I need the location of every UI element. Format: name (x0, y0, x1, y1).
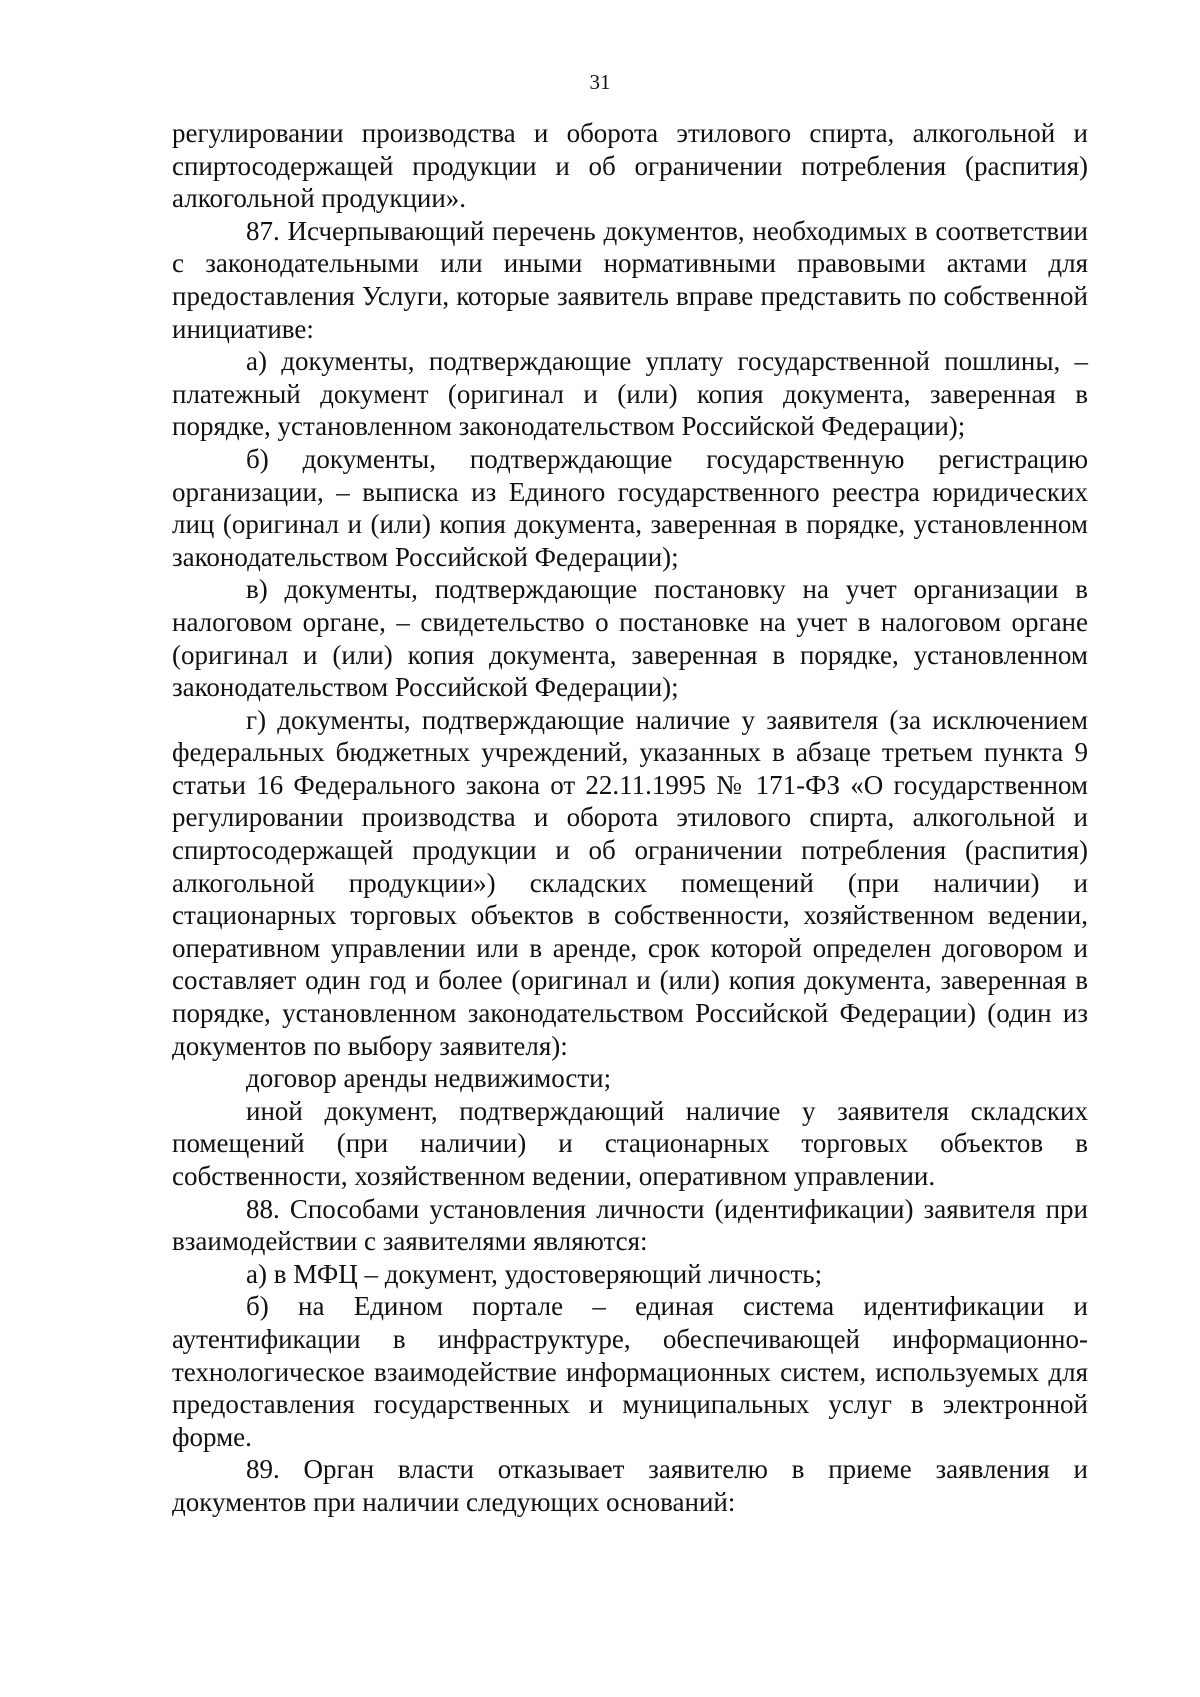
paragraph-other-document: иной документ, подтверждающий наличие у заявителя складских помещений (при наличии) и стационарных торговых объектов в собственности, хозяйственном ведении, оперативном управлении. (172, 1095, 1088, 1191)
paragraph-88: 88. Способами установления личности (идентификации) заявителя при взаимодействии с заявителями являются: (172, 1193, 1088, 1257)
paragraph-87-g: г) документы, подтверждающие наличие у заявителя (за исключением федеральных бюджетных учреждений, указанных в абзаце третьем пункта 9 статьи 16 Федерального закона от 22.11.1995 № 171-ФЗ «О государственном регулировании производства и оборота этилового спирта, алкогольной и спиртосодержащей продукции и об ограничении потребления (распития) алкогольной продукции») складских помещений (при наличии) и стационарных торговых объектов в собственности, хозяйственном ведении, оперативном управлении или в аренде, срок которой определен договором и составляет один год и более (оригинал и (или) копия документа, заверенная в порядке, установленном законодательством Российской Федерации) (один из документов по выбору заявителя): (172, 704, 1088, 1061)
paragraph-88-b: б) на Едином портале – единая система идентификации и аутентификации в инфраструктуре, обеспечивающей информационно-технологическое взаимодействие информационных систем, используемых для предоставления государственных и муниципальных услуг в электронной форме. (172, 1291, 1088, 1452)
paragraph-87: 87. Исчерпывающий перечень документов, необходимых в соответствии с законодательными или иными нормативными правовыми актами для предоставления Услуги, которые заявитель вправе представить по собственной инициативе: (172, 215, 1088, 344)
paragraph-lease-agreement: договор аренды недвижимости; (246, 1063, 612, 1094)
paragraph-87-v: в) документы, подтверждающие постановку на учет организации в налоговом органе, – свидетельство о постановке на учет в налоговом органе (оригинал и (или) копия документа, заверенная в порядке, установленном законодательством Российской Федерации); (172, 574, 1088, 703)
paragraph-continuation: регулировании производства и оборота этилового спирта, алкогольной и спиртосодержащей продукции и об ограничении потребления (распития) алкогольной продукции». (172, 118, 1088, 214)
page-number: 31 (589, 70, 611, 94)
paragraph-87-b: б) документы, подтверждающие государственную регистрацию организации, – выписка из Единого государственного реестра юридических лиц (оригинал и (или) копия документа, заверенная в порядке, установленном законодательством Российской Федерации); (172, 443, 1088, 572)
paragraph-87-a: а) документы, подтверждающие уплату государственной пошлины, – платежный документ (оригинал и (или) копия документа, заверенная в порядке, установленном законодательством Российской Федерации); (172, 346, 1088, 442)
paragraph-89: 89. Орган власти отказывает заявителю в приеме заявления и документов при наличии следующих оснований: (172, 1454, 1088, 1517)
document-body (172, 117, 1088, 1519)
paragraph-88-a: а) в МФЦ – документ, удостоверяющий личность; (246, 1258, 823, 1289)
